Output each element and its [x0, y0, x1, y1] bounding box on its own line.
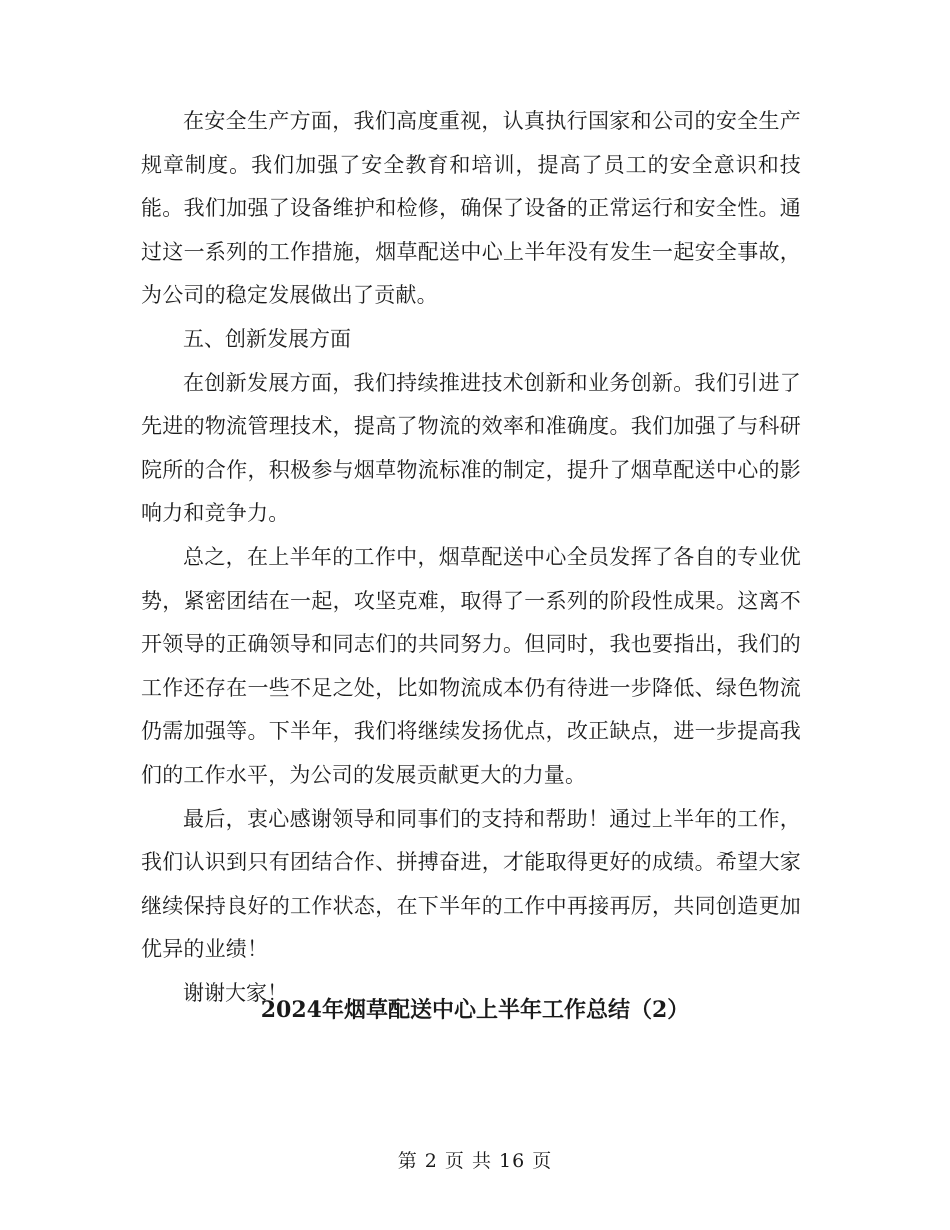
paragraph-safety: 在安全生产方面，我们高度重视，认真执行国家和公司的安全生产规章制度。我们加强了安全教育和培训，提高了员工的安全意识和技能。我们加强了设备维护和检修，确保了设备的正常运行和安全性。通过这一系列的工作措施，烟草配送中心上半年没有发生一起安全事故，为公司的稳定发展做出了贡献。: [141, 109, 801, 308]
paragraph-innovation: 在创新发展方面，我们持续推进技术创新和业务创新。我们引进了先进的物流管理技术，提高了物流的效率和准确度。我们加强了与科研院所的合作，积极参与烟草物流标准的制定，提升了烟草配送中心的影响力和竞争力。: [141, 370, 801, 526]
section-heading-innovation: 五、创新发展方面: [183, 326, 351, 351]
page-number-footer: 第 2 页 共 16 页: [397, 1150, 553, 1172]
body-text: [141, 100, 801, 1015]
paragraph-thanks: 最后，衷心感谢领导和同事们的支持和帮助！通过上半年的工作，我们认识到只有团结合作、拼搏奋进，才能取得更好的成绩。希望大家继续保持良好的工作状态，在下半年的工作中再接再厉，共同创造更加优异的业绩！: [141, 806, 801, 962]
next-document-title: 2024年烟草配送中心上半年工作总结（2）: [260, 997, 690, 1023]
paragraph-summary: 总之，在上半年的工作中，烟草配送中心全员发挥了各自的专业优势，紧密团结在一起，攻坚克难，取得了一系列的阶段性成果。这离不开领导的正确领导和同志们的共同努力。但同时，我也要指出，我们的工作还存在一些不足之处，比如物流成本仍有待进一步降低、绿色物流仍需加强等。下半年，我们将继续发扬优点，改正缺点，进一步提高我们的工作水平，为公司的发展贡献更大的力量。: [141, 544, 801, 787]
paragraph-closing: 谢谢大家！: [183, 980, 288, 1005]
